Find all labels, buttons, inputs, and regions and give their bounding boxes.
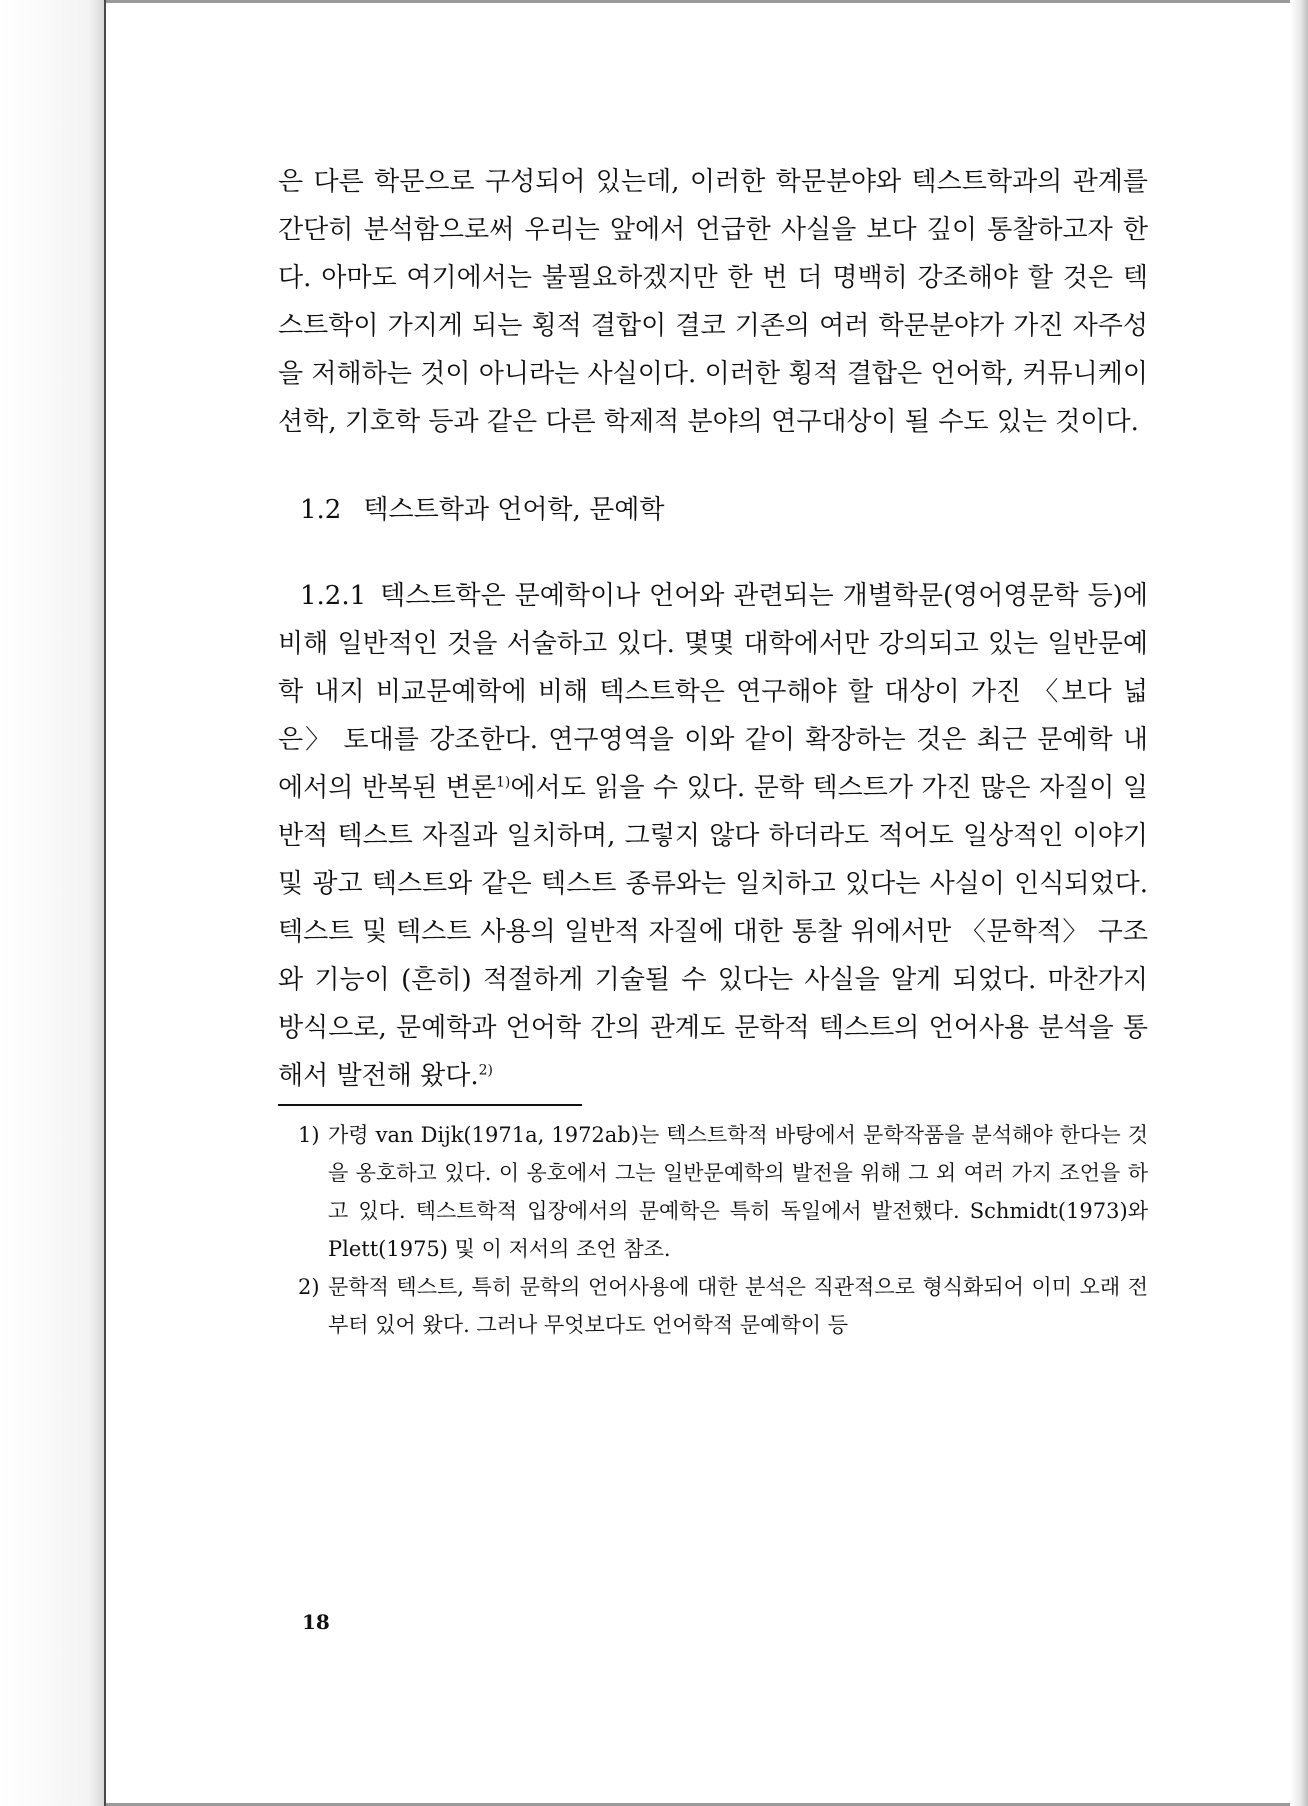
page-number: 18 (302, 1610, 330, 1634)
footnote-1 (298, 1116, 1148, 1268)
footnote-1-text: 가령 van Dijk(1971a, 1972ab)는 텍스트학적 바탕에서 문학작품을 분석해야 한다는 것을 옹호하고 있다. 이 옹호에서 그는 일반문예학의 발전을 위해 그 외 여러 가지 조언을 하고 있다. 텍스트학적 입장에서의 문예학은 특히 독일에서 발전했다. Schmidt(1973)와 Plett(1975) 및 이 저서의 조언 참조. (328, 1123, 1148, 1261)
footnote-2 (298, 1268, 1148, 1344)
page-left-shadow (0, 0, 104, 1806)
footnote-ref-1[interactable]: 1) (496, 774, 511, 791)
section-title: 텍스트학과 언어학, 문예학 (363, 495, 665, 525)
footnote-2-number: 2) (298, 1275, 320, 1299)
section-number: 1.2 (300, 495, 342, 525)
page-top-border (106, 0, 1290, 3)
footnote-ref-2[interactable]: 2) (478, 1062, 493, 1079)
footnotes (298, 1116, 1148, 1344)
footnote-divider (278, 1104, 582, 1106)
footnote-2-text: 문학적 텍스트, 특히 문학의 언어사용에 대한 분석은 직관적으로 형식화되어 이미 오래 전부터 있어 왔다. 그러나 무엇보다도 언어학적 문예학이 등 (328, 1275, 1148, 1337)
page-right-shadow (1290, 0, 1308, 1806)
page-content (278, 158, 1148, 1344)
subsection-number: 1.2.1 (300, 581, 367, 611)
section-heading (300, 486, 1148, 534)
subsection-paragraph (278, 572, 1148, 1100)
page-left-border (104, 0, 106, 1806)
subsection-text-part-1: 텍스트학은 문예학이나 언어와 관련되는 개별학문(영어영문학 등)에 비해 일반적인 것을 서술하고 있다. 몇몇 대학에서만 강의되고 있는 일반문예학 내지 비교문예학에 비해 텍스트학은 연구해야 할 대상이 가진 〈보다 넓은〉 토대를 강조한다. 연구영역을 이와 같이 확장하는 것은 최근 문예학 내에서의 반복된 변론 (278, 581, 1148, 803)
body-paragraph-1: 은 다른 학문으로 구성되어 있는데, 이러한 학문분야와 텍스트학과의 관계를 간단히 분석함으로써 우리는 앞에서 언급한 사실을 보다 깊이 통찰하고자 한다. 아마도 여기에서는 불필요하겠지만 한 번 더 명백히 강조해야 할 것은 텍스트학이 가지게 되는 횡적 결합이 결코 기존의 여러 학문분야가 가진 자주성을 저해하는 것이 아니라는 사실이다. 이러한 횡적 결합은 언어학, 커뮤니케이션학, 기호학 등과 같은 다른 학제적 분야의 연구대상이 될 수도 있는 것이다. (278, 167, 1148, 437)
subsection-text-part-2: 에서도 읽을 수 있다. 문학 텍스트가 가진 많은 자질이 일반적 텍스트 자질과 일치하며, 그렇지 않다 하더라도 적어도 일상적인 이야기 및 광고 텍스트와 같은 텍스트 종류와는 일치하고 있다는 사실이 인식되었다. 텍스트 및 텍스트 사용의 일반적 자질에 대한 통찰 위에서만 〈문학적〉 구조와 기능이 (흔히) 적절하게 기술될 수 있다는 사실을 알게 되었다. 마찬가지 방식으로, 문예학과 언어학 간의 관계도 문학적 텍스트의 언어사용 분석을 통해서 발전해 왔다. (278, 773, 1148, 1091)
footnote-1-number: 1) (298, 1123, 320, 1147)
